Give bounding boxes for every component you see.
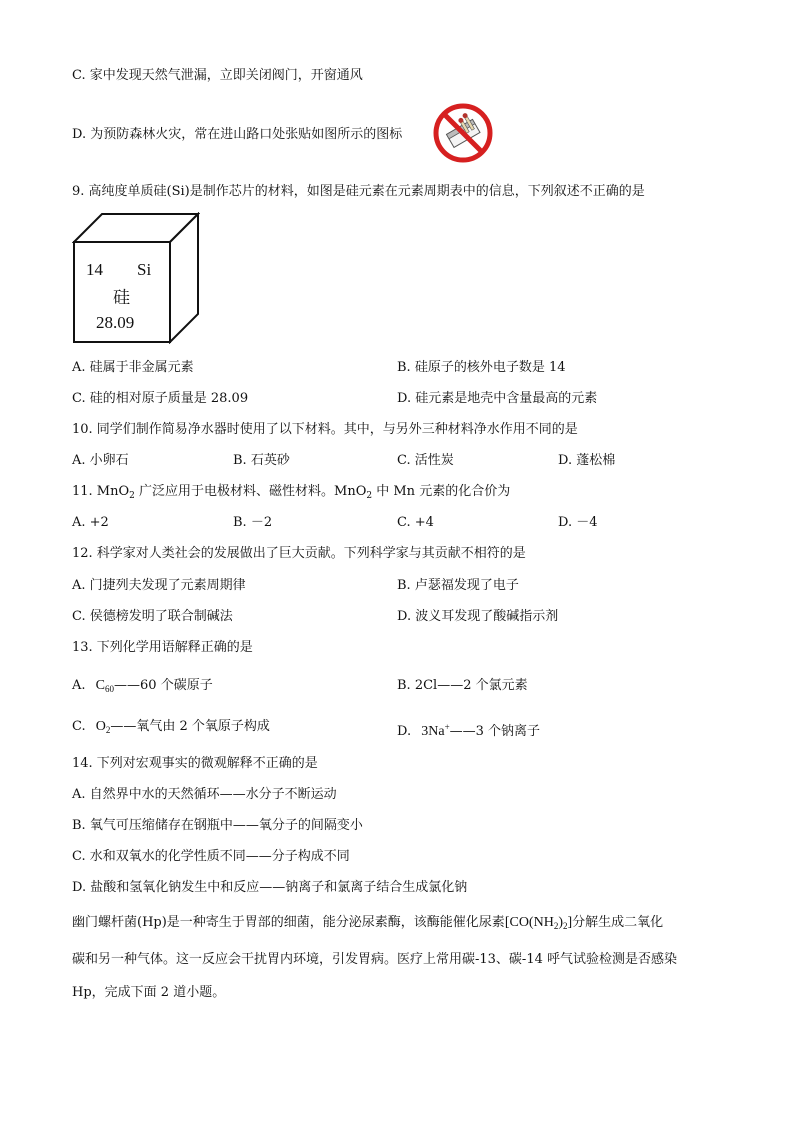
q13-option-b: B. 2Cl——2 个氯元素 [397, 678, 528, 693]
option-d-forest-fire: D. 为预防森林火灾，常在进山路口处张贴如图所示的图标 [72, 127, 403, 142]
q14-option-c: C. 水和双氧水的化学性质不同——分子构成不同 [72, 849, 350, 864]
q10-option-a: A. 小卵石 [72, 453, 129, 468]
q11-text-middle: 广泛应用于电极材料、磁性材料。MnO [134, 484, 367, 499]
q12-option-b: B. 卢瑟福发现了电子 [397, 578, 519, 593]
question-9: 9. 高纯度单质硅(Si)是制作芯片的材料，如图是硅元素在元素周期表中的信息，下列叙述不正确的是 [72, 184, 645, 199]
q13-a-label: A. [72, 678, 86, 693]
element-symbol: Si [137, 260, 152, 279]
q9-option-c: C. 硅的相对原子质量是 28.09 [72, 391, 249, 406]
c60-base: C [95, 678, 106, 693]
q11-text-end: 中 Mn 元素的化合价为 [372, 484, 511, 499]
q13-c-text: ——氧气由 2 个氧原子构成 [110, 719, 270, 734]
o2-formula [96, 719, 111, 734]
q12-option-d: D. 波义耳发现了酸碱指示剂 [397, 609, 559, 624]
q13-option-c [72, 718, 270, 739]
q11-option-b: B. －2 [233, 515, 273, 530]
urea-open: [CO(NH [504, 915, 554, 930]
na-ion-formula [421, 724, 449, 739]
c60-formula [96, 678, 114, 693]
question-12: 12. 科学家对人类社会的发展做出了巨大贡献。下列科学家与其贡献不相符的是 [72, 546, 526, 561]
q9-option-b: B. 硅原子的核外电子数是 14 [397, 360, 566, 375]
q13-d-text: ——3 个钠离子 [449, 724, 541, 739]
q13-c-label: C. [72, 719, 86, 734]
q11-mno2-subscript-2: 2 [366, 491, 373, 501]
q9-option-a: A. 硅属于非金属元素 [72, 360, 194, 375]
q13-option-d [397, 718, 540, 741]
urea-sub-1: 2 [553, 921, 559, 931]
question-13: 13. 下列化学用语解释正确的是 [72, 640, 253, 655]
q11-option-a: A. +2 [72, 515, 109, 530]
q13-option-a [72, 677, 213, 698]
q11-text-start: 11. MnO [72, 484, 130, 499]
question-10: 10. 同学们制作简易净水器时使用了以下材料。其中，与另外三种材料净水作用不同的是 [72, 422, 578, 437]
element-atomic-number: 14 [86, 260, 103, 279]
q10-option-b: B. 石英砂 [233, 453, 290, 468]
element-atomic-mass: 28.09 [96, 313, 135, 332]
q14-option-a: A. 自然界中水的天然循环——水分子不断运动 [72, 787, 337, 802]
o2-subscript: 2 [105, 725, 111, 735]
passage-line-3: Hp，完成下面 2 道小题。 [72, 985, 226, 1000]
q14-option-b: B. 氧气可压缩储存在钢瓶中——氧分子的间隔变小 [72, 818, 363, 833]
q11-mno2-subscript-1: 2 [129, 491, 135, 501]
urea-sub-2: 2 [562, 921, 568, 931]
q10-option-c: C. 活性炭 [397, 453, 454, 468]
passage-line-2: 碳和另一种气体。这一反应会干扰胃内环境，引发胃病。医疗上常用碳-13、碳-14 呼气试验检测是否感染 [72, 952, 678, 967]
q11-option-c: C. +4 [397, 515, 434, 530]
q11-option-d: D. －4 [558, 515, 598, 530]
q13-a-text: ——60 个碳原子 [114, 678, 213, 693]
na-charge: + [444, 722, 450, 732]
passage-line-1-start: 幽门螺杆菌(Hp)是一种寄生于胃部的细菌，能分泌尿素酶，该酶能催化尿素 [72, 915, 505, 930]
q9-option-d: D. 硅元素是地壳中含量最高的元素 [397, 391, 598, 406]
q13-d-label: D. [397, 724, 412, 739]
q14-option-d: D. 盐酸和氢氧化钠发生中和反应——钠离子和氯离子结合生成氯化钠 [72, 880, 468, 895]
urea-end: ] [567, 915, 573, 930]
q12-option-c: C. 侯德榜发明了联合制碱法 [72, 609, 233, 624]
q12-option-a: A. 门捷列夫发现了元素周期律 [72, 578, 246, 593]
passage-line-1 [72, 914, 663, 935]
o2-base: O [95, 719, 106, 734]
q10-option-d: D. 蓬松棉 [558, 453, 616, 468]
question-14: 14. 下列对宏观事实的微观解释不正确的是 [72, 756, 318, 771]
question-11 [72, 483, 510, 505]
element-name: 硅 [113, 288, 130, 308]
passage-line-1-end: 分解生成二氧化 [572, 915, 664, 930]
na-base: 3Na [421, 724, 445, 739]
c60-subscript: 60 [105, 684, 115, 694]
urea-formula [505, 915, 572, 930]
no-matches-sign-icon [432, 102, 494, 164]
option-c-gas-leak: C. 家中发现天然气泄漏，立即关闭阀门，开窗通风 [72, 68, 363, 83]
urea-close: ) [558, 915, 563, 930]
